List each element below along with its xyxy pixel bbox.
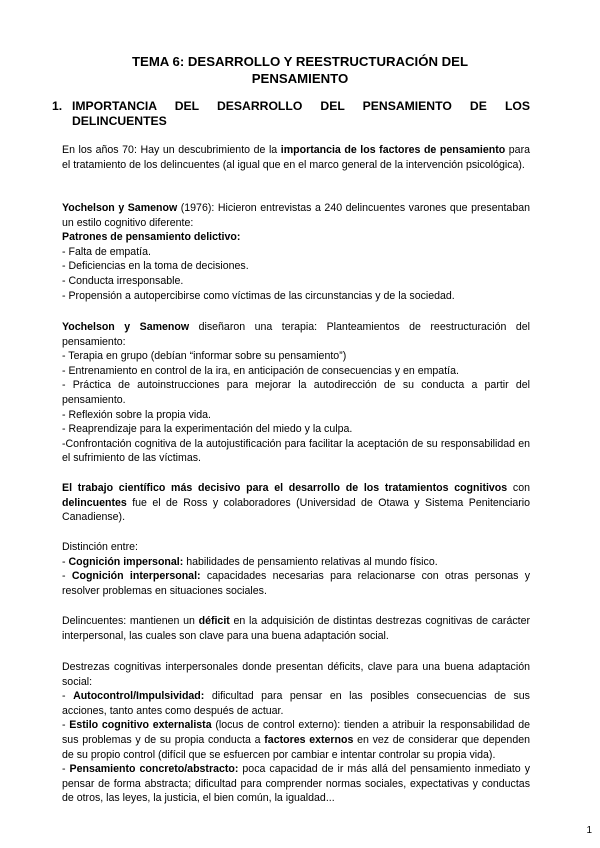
bold-run: Yochelson y Samenow — [62, 321, 190, 333]
text-run: poca capacidad de ir más allá del pensamiento inmediato y pensar de forma abstracta; dificultad para comprender normas sociales, expectativas y conductas de otros, las leyes, la justicia, el bien común, la igualdad... — [62, 763, 530, 805]
list-item: - Práctica de autoinstrucciones para mejorar la autodirección de su conducta a partir del pensamiento. — [62, 379, 530, 406]
block-distincion — [62, 540, 530, 598]
text-run: en vez de considerar que dependen de su propio control (difícil que se esfuercen por cambiar e intentar controlar su propia vida). — [62, 733, 530, 761]
text-run: Delincuentes: mantienen un — [62, 615, 199, 627]
paragraph-ross — [62, 481, 530, 525]
bold-run: Pensamiento concreto/abstracto: — [69, 763, 239, 776]
bold-run: factores externos — [264, 733, 354, 746]
section-number: 1. — [52, 99, 63, 113]
bold-run: delincuentes — [62, 496, 127, 509]
text-run: habilidades de pensamiento relativas al mundo físico. — [183, 555, 438, 568]
list-item: - Falta de empatía. — [62, 245, 151, 258]
section-title: IMPORTANCIA DEL DESARROLLO DEL PENSAMIENTO DE LOS DELINCUENTES — [72, 99, 530, 128]
section-heading — [52, 99, 530, 129]
list-item — [62, 762, 530, 806]
list-item — [62, 689, 530, 718]
text-run: fue el de Ross y colaboradores (Universidad de Otawa y Sistema Penitenciario Canadiense). — [62, 496, 530, 524]
bold-run: El trabajo científico más decisivo para el desarrollo de los tratamientos cognitivos — [62, 482, 508, 494]
block-destrezas — [62, 660, 530, 806]
paragraph-deficit — [62, 614, 530, 643]
title-line-2: PENSAMIENTO — [251, 71, 349, 86]
bold-run: importancia de los factores de pensamiento — [280, 144, 506, 156]
text-run: capacidades necesarias para relacionarse con otras personas y resolver problemas en situaciones sociales. — [62, 570, 530, 597]
text-run: en la adquisición de distintas destrezas cognitivas de carácter interpersonal, las cuales son clave para una buena adaptación social. — [62, 615, 530, 642]
paragraph-yochelson — [62, 201, 530, 230]
list-item: - Conducta irresponsable. — [62, 274, 184, 287]
text-run: - — [62, 570, 72, 583]
list-item: - Deficiencias en la toma de decisiones. — [62, 260, 249, 273]
text-run: (1976): Hicieron entrevistas a 240 delincuentes varones que presentaban un estilo cognitivo diferente: — [62, 202, 530, 229]
text-run: diseñaron una terapia: Planteamientos de reestructuración del pensamiento: — [62, 321, 530, 348]
list-item: - Terapia en grupo (debían “informar sobre su pensamiento”) — [62, 350, 347, 363]
bold-run: Cognición interpersonal: — [71, 570, 201, 583]
text-run: - — [62, 763, 70, 776]
text-run: dificultad para pensar en las posibles consecuencias de sus acciones, tanto antes como después de actuar. — [62, 690, 530, 717]
bold-run: Patrones de pensamiento delictivo: — [62, 231, 241, 244]
bold-run: Yochelson y Samenow — [62, 202, 178, 214]
list-item: - Entrenamiento en control de la ira, en anticipación de consecuencias y en empatía. — [62, 364, 459, 377]
text-run: - — [62, 555, 69, 568]
text-run: con — [507, 482, 530, 494]
list-item: - Reflexión sobre la propia vida. — [62, 408, 211, 421]
bold-run: Estilo cognitivo externalista — [69, 719, 212, 732]
list-item: -Confrontación cognitiva de la autojustificación para facilitar la aceptación de su responsabilidad en el sufrimiento de las víctimas. — [62, 437, 530, 465]
page-title — [60, 53, 540, 87]
bold-run: Autocontrol/Impulsividad: — [73, 690, 205, 703]
distincion-intro: Distinción entre: — [62, 541, 138, 553]
block-terapia — [62, 320, 530, 466]
text-run: - — [62, 719, 70, 732]
text-run: para el tratamiento de los delincuentes (al igual que en el marco general de la intervención psicológica). — [62, 144, 530, 171]
list-item: - Propensión a autopercibirse como víctimas de las circunstancias y de la sociedad. — [62, 289, 455, 302]
text-run: (locus de control externo): tienden a atribuir la responsabilidad de sus problemas y de su propia conducta a — [62, 719, 530, 746]
block-patrones — [62, 201, 530, 303]
text-run: En los años 70: Hay un descubrimiento de la — [62, 144, 281, 156]
list-item — [62, 555, 530, 570]
bold-run: Cognición impersonal: — [68, 555, 184, 568]
title-line-1: TEMA 6: DESARROLLO Y REESTRUCTURACIÓN DEL — [131, 54, 469, 69]
text-run: - — [62, 690, 74, 703]
list-item — [62, 569, 530, 598]
list-item — [62, 718, 530, 762]
bold-run: déficit — [198, 615, 230, 627]
paragraph-intro — [62, 143, 530, 172]
paragraph-terapia — [62, 320, 530, 349]
list-item: - Reaprendizaje para la experimentación del miedo y la culpa. — [62, 423, 353, 436]
page-number: 1 — [586, 825, 592, 836]
paragraph-destrezas: Destrezas cognitivas interpersonales donde presentan déficits, clave para una buena adaptación social: — [62, 661, 530, 688]
patrones-heading — [62, 230, 530, 245]
